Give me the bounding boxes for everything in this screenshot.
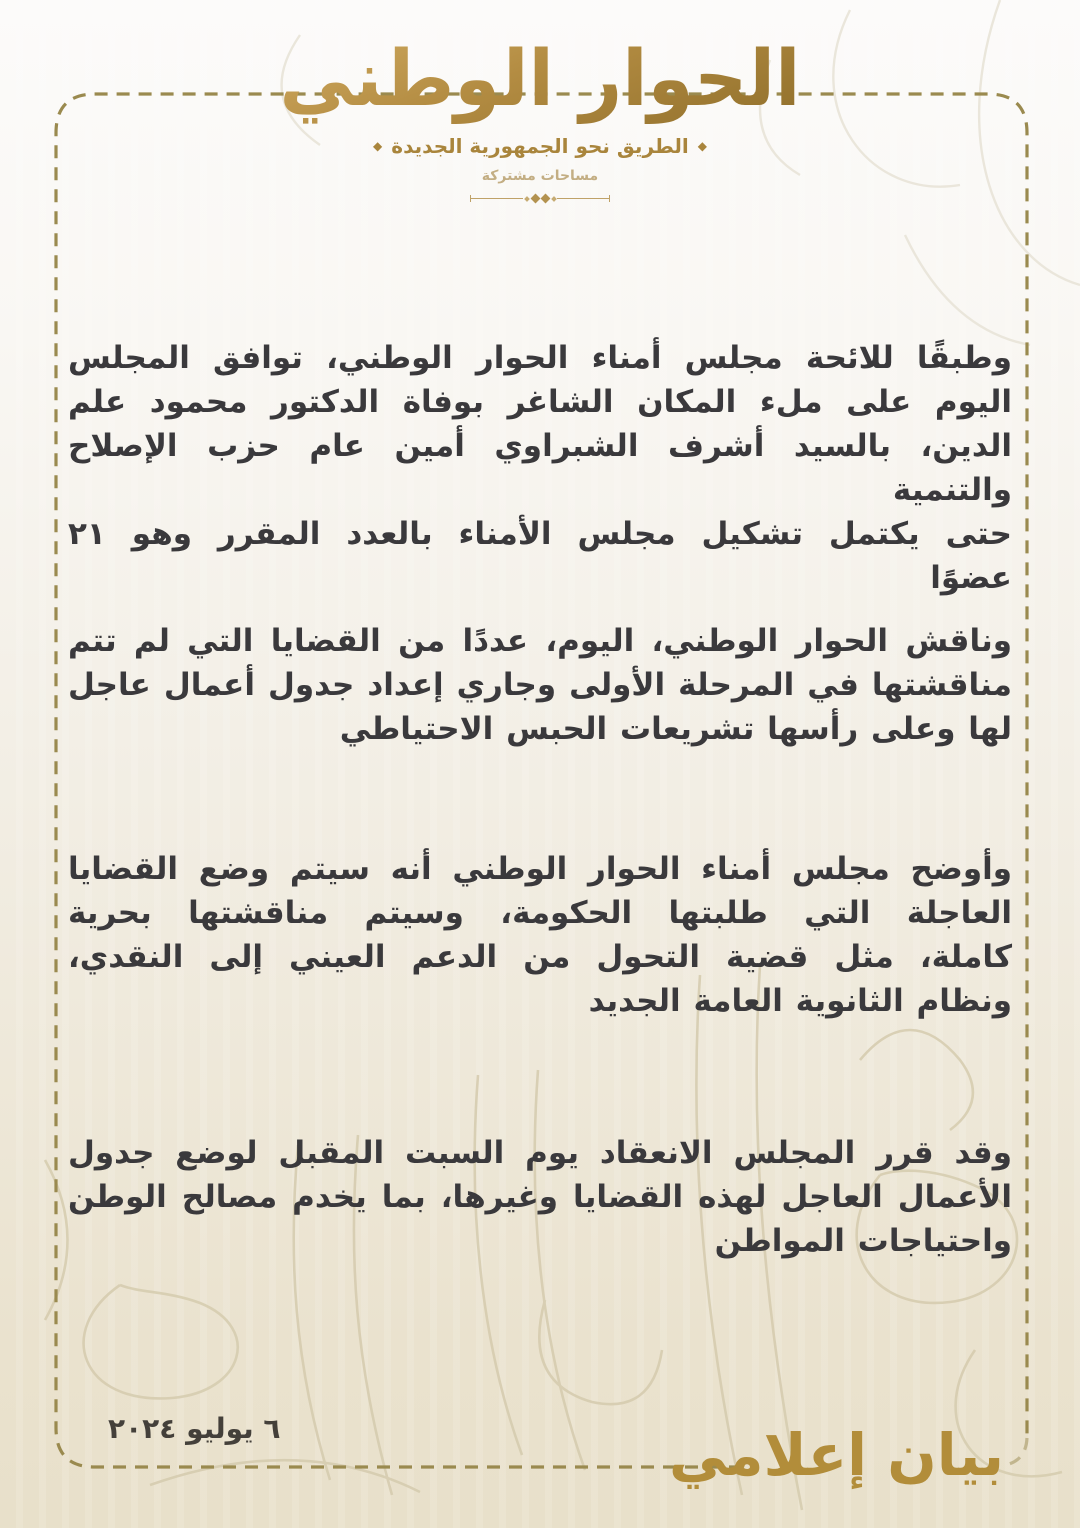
text-line: مناقشتها في المرحلة الأولى وجاري إعداد جدول أعمال عاجل [68,667,1012,703]
logo-block [0,30,1080,204]
text-line: وناقش الحوار الوطني، اليوم، عددًا من القضايا التي لم تتم [68,623,1012,659]
text-line: حتى يكتمل تشكيل مجلس الأمناء بالعدد المقرر وهو ٢١ [68,516,1012,552]
text-line: كاملة، مثل قضية التحول من الدعم العيني إلى النقدي، [68,939,1012,975]
text-line: وقد قرر المجلس الانعقاد يوم السبت المقبل لوضع جدول [68,1135,1012,1171]
paragraph-1 [68,336,1012,600]
text-line: ونظام الثانوية العامة الجديد [588,983,1012,1019]
divider-ornament-icon [470,194,610,204]
text-line: وطبقًا للائحة مجلس أمناء الحوار الوطني، توافق المجلس [68,340,1012,376]
text-line: العاجلة التي طلبتها الحكومة، وسيتم مناقشتها بحرية [68,895,1012,931]
logo-tagline: الطريق نحو الجمهورية الجديدة [391,133,689,158]
paragraph-4 [68,1131,1012,1263]
diamond-icon: ◆ [697,138,707,153]
statement-date: ٦ يوليو ٢٠٢٤ [108,1412,281,1445]
diamond-icon: ◆ [373,138,383,153]
logo-subtagline: مساحات مشتركة [481,167,599,184]
paragraph-2 [68,619,1012,751]
text-line: اليوم على ملء المكان الشاغر بوفاة الدكتور محمود علم [68,384,1012,420]
tagline-row [373,134,707,158]
text-line: عضوًا [930,560,1012,596]
national-dialogue-logo: الحوار الوطني [280,28,801,132]
text-line: وأوضح مجلس أمناء الحوار الوطني أنه سيتم وضع القضايا [68,851,1012,887]
paragraph-3 [68,847,1012,1023]
text-line: الدين، بالسيد أشرف الشبراوي أمين عام حزب الإصلاح والتنمية [68,428,1012,508]
text-line: واحتياجات المواطن [714,1223,1012,1259]
statement-type-label: بيان إعلامي [668,1421,1004,1489]
text-line: الأعمال العاجل لهذه القضايا وغيرها، بما يخدم مصالح الوطن [68,1179,1012,1215]
text-line: لها وعلى رأسها تشريعات الحبس الاحتياطي [339,711,1012,747]
